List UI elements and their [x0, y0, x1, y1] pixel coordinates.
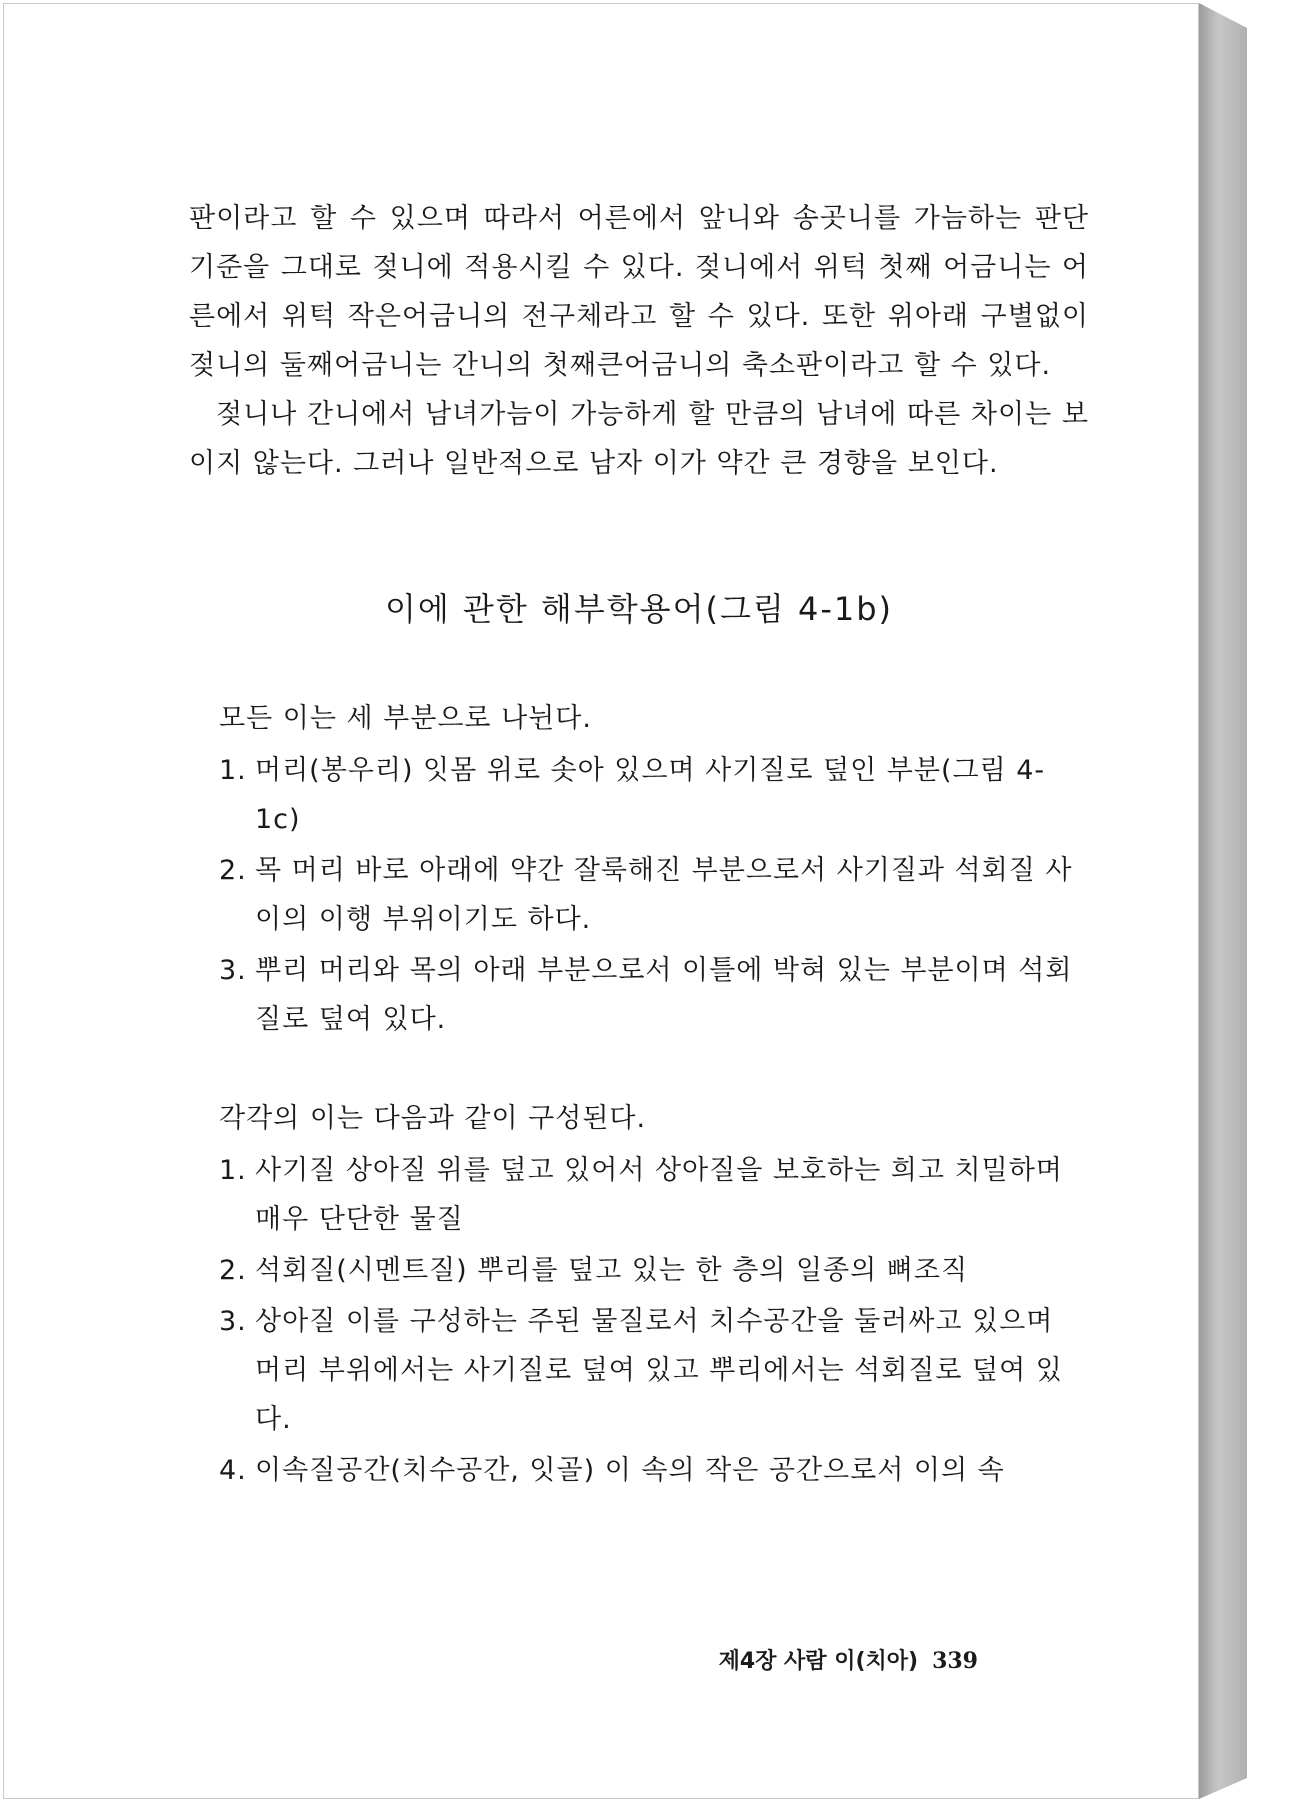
list-item [219, 1446, 1089, 1495]
list-item [219, 746, 1089, 844]
components-list [219, 1146, 1089, 1495]
page-footer [719, 1644, 978, 1675]
list-number: 1. [219, 1155, 247, 1186]
page-edge-shadow [1199, 3, 1247, 1799]
running-head: 제4장 사람 이(치아) [718, 1649, 919, 1674]
list-item [219, 1246, 1089, 1295]
list-number: 1. [219, 755, 247, 786]
page-body [189, 194, 1089, 1497]
parts-list [219, 746, 1089, 1044]
list-number: 4. [219, 1455, 247, 1486]
list-number: 2. [219, 1255, 247, 1286]
page [3, 3, 1199, 1799]
list-lead: 각각의 이는 다음과 같이 구성된다. [219, 1103, 647, 1134]
list-text: 석회질(시멘트질) 뿌리를 덮고 있는 한 층의 일종의 뼈조직 [255, 1255, 969, 1286]
list-lead: 모든 이는 세 부분으로 나뉜다. [219, 703, 592, 734]
list-number: 2. [219, 855, 247, 886]
paragraph: 판이라고 할 수 있으며 따라서 어른에서 앞니와 송곳니를 가늠하는 판단 기준을 그대로 젖니에 적용시킬 수 있다. 젖니에서 위턱 첫째 어금니는 어른에서 위턱 작은어금니의 전구체라고 할 수 있다. 또한 위아래 구별없이 젖니의 둘째어금니는 간니의 첫째큰어금니의 축소판이라고 할 수 있다. [189, 203, 1089, 381]
list-item [219, 846, 1089, 944]
list-item [219, 946, 1089, 1044]
list-item [219, 1297, 1089, 1444]
list-text: 이속질공간(치수공간, 잇골) 이 속의 작은 공간으로서 이의 속 [255, 1455, 1005, 1486]
list-text: 상아질 이를 구성하는 주된 물질로서 치수공간을 둘러싸고 있으며 머리 부위에서는 사기질로 덮여 있고 뿌리에서는 석회질로 덮여 있다. [255, 1306, 1063, 1435]
page-number: 339 [932, 1648, 978, 1674]
list-text: 목 머리 바로 아래에 약간 잘룩해진 부분으로서 사기질과 석회질 사이의 이행 부위이기도 하다. [255, 855, 1073, 935]
list-item [219, 1146, 1089, 1244]
list-number: 3. [219, 1306, 247, 1337]
paragraph: 젖니나 간니에서 남녀가늠이 가능하게 할 만큼의 남녀에 따른 차이는 보이지 않는다. 그러나 일반적으로 남자 이가 약간 큰 경향을 보인다. [189, 399, 1089, 479]
section-title: 이에 관한 해부학용어(그림 4-1b) [384, 590, 894, 628]
spacer [189, 1046, 1089, 1094]
list-text: 뿌리 머리와 목의 아래 부분으로서 이틀에 박혀 있는 부분이며 석회질로 덮여 있다. [255, 955, 1073, 1035]
list-text: 사기질 상아질 위를 덮고 있어서 상아질을 보호하는 희고 치밀하며 매우 단단한 물질 [255, 1155, 1063, 1235]
list-number: 3. [219, 955, 247, 986]
list-text: 머리(봉우리) 잇몸 위로 솟아 있으며 사기질로 덮인 부분(그림 4-1c) [255, 755, 1046, 835]
